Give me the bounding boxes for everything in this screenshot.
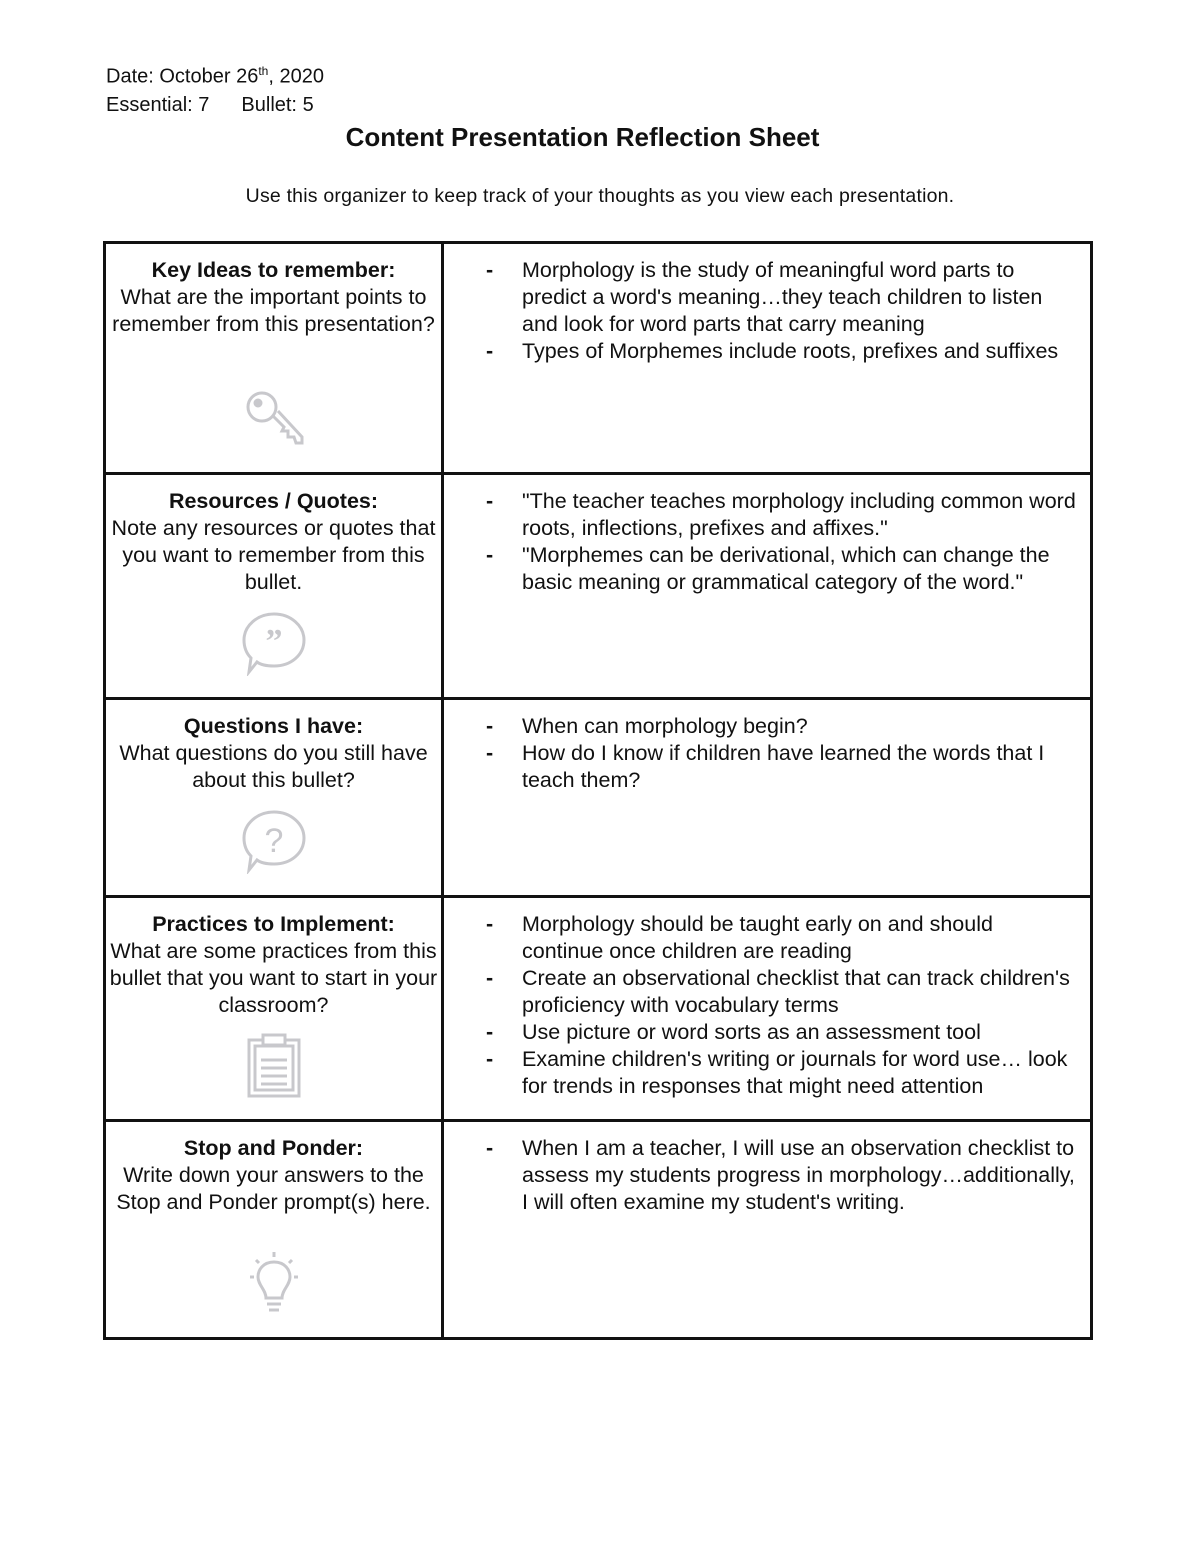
response-cell xyxy=(443,897,1092,1121)
bullet-label: Bullet: xyxy=(241,94,297,116)
reflection-table xyxy=(103,241,1093,1340)
row-prompt: What are some practices from this bullet that you want to start in your classroom? xyxy=(109,939,438,1017)
date-line xyxy=(106,64,324,89)
list-item: - "Morphemes can be derivational, which can change the basic meaning or grammatical category of the word." xyxy=(456,542,1080,596)
list-item: - Create an observational checklist that can track children's proficiency with vocabulary terms xyxy=(456,965,1080,1019)
date-suffix: th xyxy=(258,64,269,78)
prompt-cell xyxy=(105,699,443,897)
table-row xyxy=(105,897,1092,1121)
table-row xyxy=(105,699,1092,897)
svg-text:”: ” xyxy=(265,623,282,660)
row-prompt: Write down your answers to the Stop and Ponder prompt(s) here. xyxy=(116,1163,431,1214)
response-list xyxy=(456,1135,1080,1216)
row-heading: Key Ideas to remember: xyxy=(151,258,396,282)
prompt-cell xyxy=(105,897,443,1121)
response-cell xyxy=(443,1121,1092,1339)
list-item: - Use picture or word sorts as an assessment tool xyxy=(456,1019,1080,1046)
date-label: Date: xyxy=(106,65,154,88)
list-item: - Morphology is the study of meaningful word parts to predict a word's meaning…they teach children to listen and look for word parts that carry meaning xyxy=(456,257,1080,338)
list-item: - Morphology should be taught early on and should continue once children are reading xyxy=(456,911,1080,965)
essential-label: Essential: xyxy=(106,94,193,116)
list-item: - "The teacher teaches morphology including common word roots, inflections, prefixes and affixes." xyxy=(456,488,1080,542)
list-item: - Examine children's writing or journals for word use… look for trends in responses that might need attention xyxy=(456,1046,1080,1100)
page-title: Content Presentation Reflection Sheet xyxy=(345,122,820,152)
row-heading: Practices to Implement: xyxy=(152,912,395,936)
svg-text:?: ? xyxy=(264,822,283,860)
response-list xyxy=(456,713,1080,794)
list-item: - Types of Morphemes include roots, prefixes and suffixes xyxy=(456,338,1080,365)
response-cell xyxy=(443,243,1092,474)
row-prompt: What questions do you still have about this bullet? xyxy=(119,741,428,792)
essential-value: 7 xyxy=(198,94,210,116)
prompt-cell xyxy=(105,474,443,699)
key-icon xyxy=(242,387,306,458)
response-list xyxy=(456,911,1080,1100)
row-prompt: What are the important points to remember from this presentation? xyxy=(112,285,435,336)
row-heading: Questions I have: xyxy=(183,714,364,738)
list-item: - When I am a teacher, I will use an observation checklist to assess my students progress in morphology…additionally, I will often examine my student's writing. xyxy=(456,1135,1080,1216)
response-list xyxy=(456,488,1080,596)
response-list xyxy=(456,257,1080,365)
date-value: October 26 xyxy=(159,65,259,88)
table-row xyxy=(105,1121,1092,1339)
quote-bubble-icon xyxy=(239,610,309,683)
table-row xyxy=(105,243,1092,474)
prompt-cell xyxy=(105,1121,443,1339)
list-item: - When can morphology begin? xyxy=(456,713,1080,740)
date-year: , 2020 xyxy=(268,65,324,88)
question-bubble-icon xyxy=(239,808,309,881)
row-heading: Stop and Ponder: xyxy=(183,1136,364,1160)
intro-text: Use this organizer to keep track of your thoughts as you view each presentation. xyxy=(245,185,955,207)
clipboard-icon xyxy=(245,1032,303,1105)
list-item: - How do I know if children have learned the words that I teach them? xyxy=(456,740,1080,794)
row-prompt: Note any resources or quotes that you want to remember from this bullet. xyxy=(111,516,436,594)
table-row xyxy=(105,474,1092,699)
lightbulb-icon xyxy=(244,1250,304,1323)
row-heading: Resources / Quotes: xyxy=(168,489,379,513)
response-cell xyxy=(443,474,1092,699)
bullet-value: 5 xyxy=(302,94,314,116)
essential-line xyxy=(106,94,314,117)
prompt-cell xyxy=(105,243,443,474)
response-cell xyxy=(443,699,1092,897)
